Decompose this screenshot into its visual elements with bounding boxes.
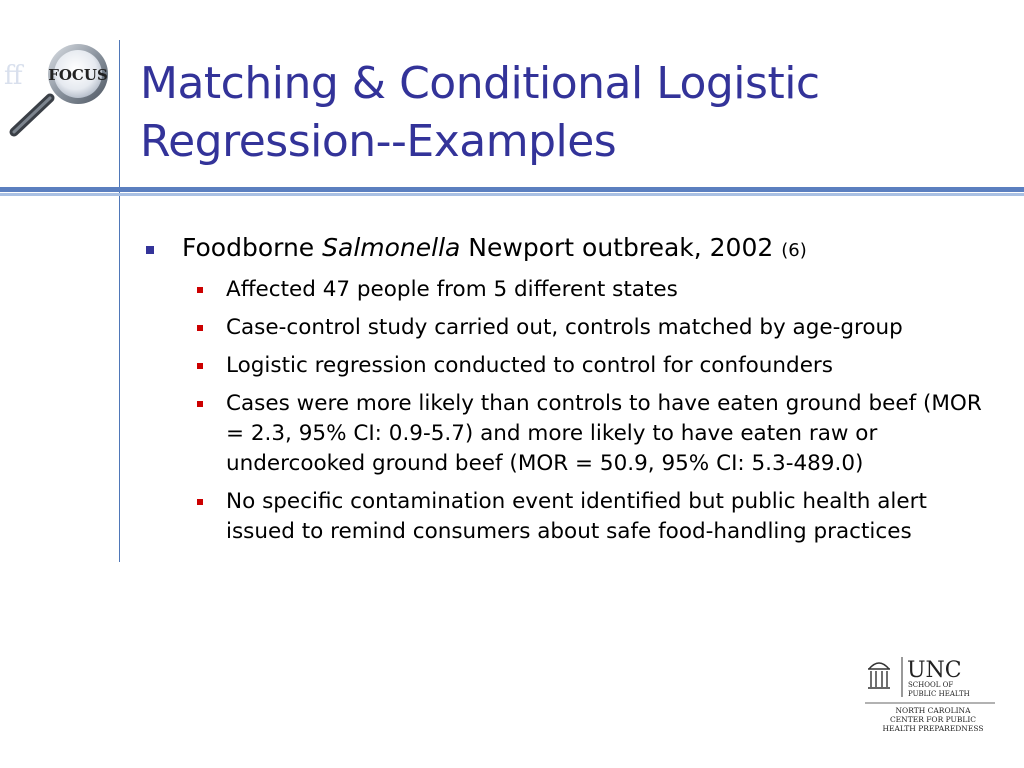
slide-title [140,55,1010,171]
svg-text:CENTER FOR PUBLIC: CENTER FOR PUBLIC [889,715,977,724]
red-square-bullet-icon [197,401,203,407]
svg-text:ff: ff [4,61,23,91]
bullet-list [146,232,986,555]
sub-bullet: Case-control study carried out, controls matched by age-group [226,313,986,343]
focus-logo-text: FOCUS [48,66,108,84]
focus-magnifier-logo [0,40,120,140]
horizontal-rule-light [0,193,1024,196]
old-well-icon [868,663,890,688]
svg-text:SCHOOL OF: SCHOOL OF [908,681,954,689]
main-bullet: Foodborne Salmonella Newport outbreak, 2002 (6) [146,232,986,267]
sub-bullet: Logistic regression conducted to control for confounders [226,351,986,381]
unc-logo [865,655,1000,735]
title-line-2: Regression--Examples [140,116,617,167]
sub-bullet: Cases were more likely than controls to have eaten ground beef (MOR = 2.3, 95% CI: 0.9-5.7) and more likely to have eaten raw or undercooked ground beef (MOR = 50.9, 95% CI: 5.3-489.0) [226,389,986,479]
red-square-bullet-icon [197,325,203,331]
red-square-bullet-icon [197,287,203,293]
red-square-bullet-icon [197,499,203,505]
svg-text:HEALTH PREPAREDNESS: HEALTH PREPAREDNESS [882,724,984,733]
svg-text:NORTH CAROLINA: NORTH CAROLINA [895,706,971,715]
square-bullet-icon [146,246,154,254]
svg-text:PUBLIC HEALTH: PUBLIC HEALTH [908,690,970,698]
sub-bullet: No specific contamination event identified but public health alert issued to remind consumers about safe food-handling practices [226,487,986,547]
title-line-1: Matching & Conditional Logistic [140,58,820,109]
svg-text:UNC: UNC [907,658,962,683]
horizontal-rule [0,187,1024,192]
red-square-bullet-icon [197,363,203,369]
sub-bullet: Affected 47 people from 5 different states [226,275,986,305]
